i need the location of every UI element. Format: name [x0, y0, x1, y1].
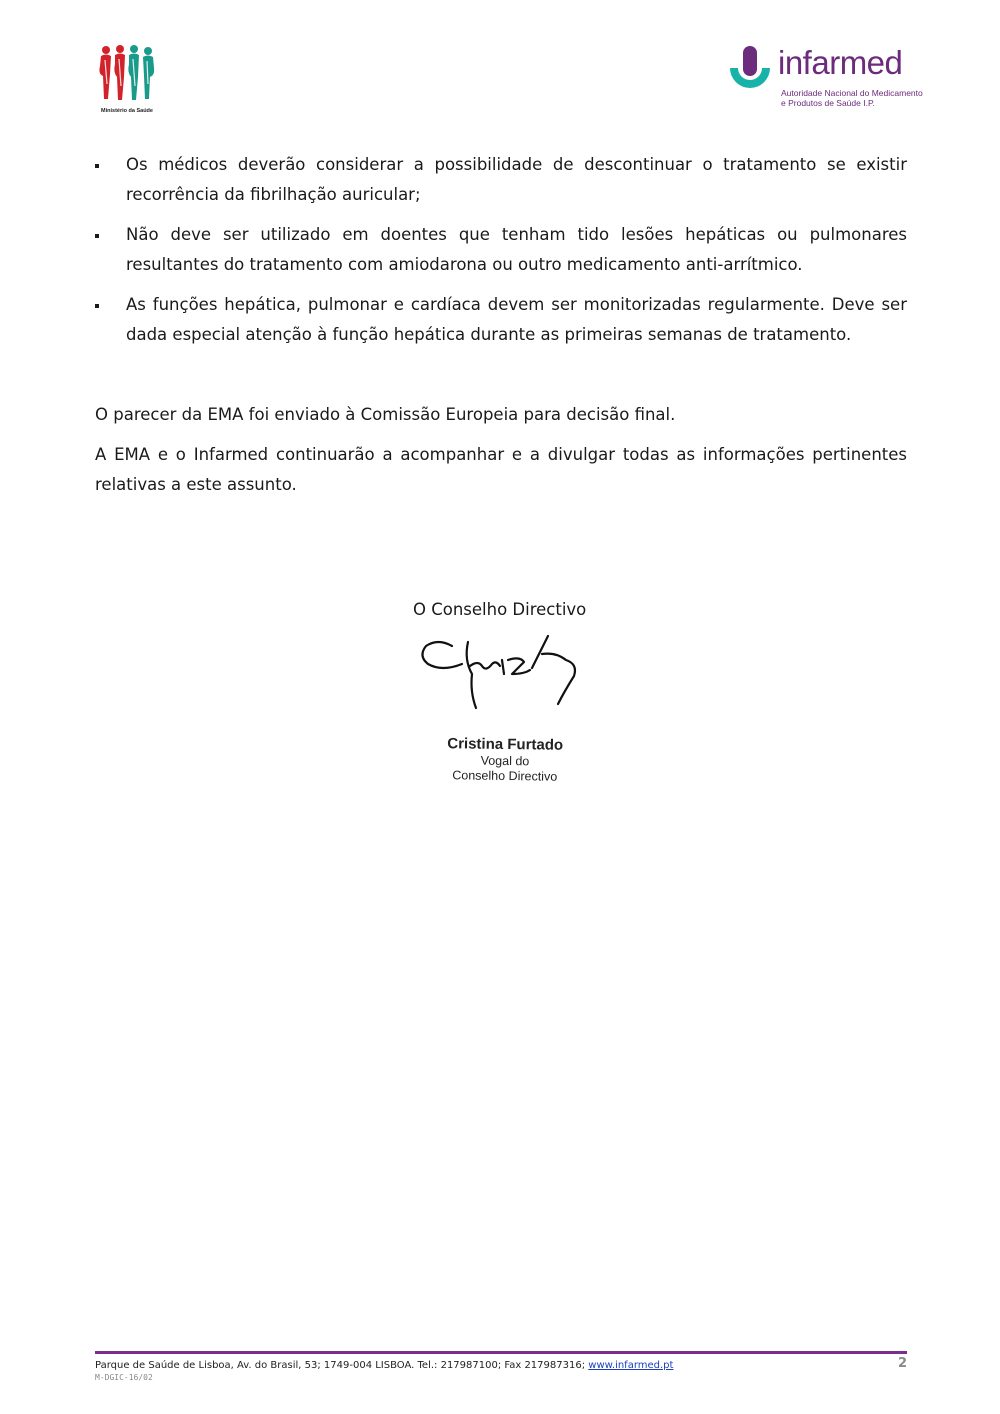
paragraph: A EMA e o Infarmed continuarão a acompanhar e a divulgar todas as informações pertinentes relativas a este assunto. [95, 445, 907, 494]
infarmed-logo [726, 44, 926, 114]
bullet-item: Não deve ser utilizado em doentes que tenham tido lesões hepáticas ou pulmonares resultantes do tratamento com amiodarona ou outro medicamento anti-arrítmico. [95, 220, 907, 280]
infarmed-symbol-icon [726, 46, 774, 98]
footer-address-text: Parque de Saúde de Lisboa, Av. do Brasil, 53; 1749-004 LISBOA. Tel.: 217987100; Fax 217987316; [95, 1360, 586, 1371]
bullet-item: As funções hepática, pulmonar e cardíaca devem ser monitorizadas regularmente. Deve ser dada especial atenção à função hepática durante as primeiras semanas de tratamento. [95, 290, 907, 350]
council-label: O Conselho Directivo [413, 600, 587, 619]
infarmed-subtitle-line2: e Produtos de Saúde I.P. [781, 98, 875, 108]
signatory-stamp [430, 735, 581, 785]
handwritten-signature [416, 630, 586, 712]
bullet-list [95, 150, 907, 350]
document-body [95, 150, 907, 510]
footer-divider [95, 1351, 907, 1354]
signatory-name: Cristina Furtado [447, 735, 564, 754]
footer-address [95, 1360, 673, 1371]
ministry-figures-icon [92, 44, 162, 106]
paragraph: O parecer da EMA foi enviado à Comissão Europeia para decisão final. [95, 405, 676, 424]
ministry-logo [92, 44, 162, 119]
signatory-title-line2: Conselho Directivo [452, 768, 558, 784]
document-code: M-DGIC-16/02 [95, 1373, 153, 1382]
website-link[interactable]: www.infarmed.pt [588, 1360, 674, 1371]
bullet-item: Os médicos deverão considerar a possibilidade de descontinuar o tratamento se existir recorrência da fibrilhação auricular; [95, 150, 907, 210]
infarmed-wordmark: infarmed [778, 44, 903, 81]
page-number: 2 [897, 1356, 907, 1371]
infarmed-subtitle [781, 88, 923, 108]
signatory-title-line1: Vogal do [480, 753, 530, 769]
infarmed-subtitle-line1: Autoridade Nacional do Medicamento [781, 88, 923, 98]
ministry-label: Ministério da Saúde [101, 108, 153, 114]
